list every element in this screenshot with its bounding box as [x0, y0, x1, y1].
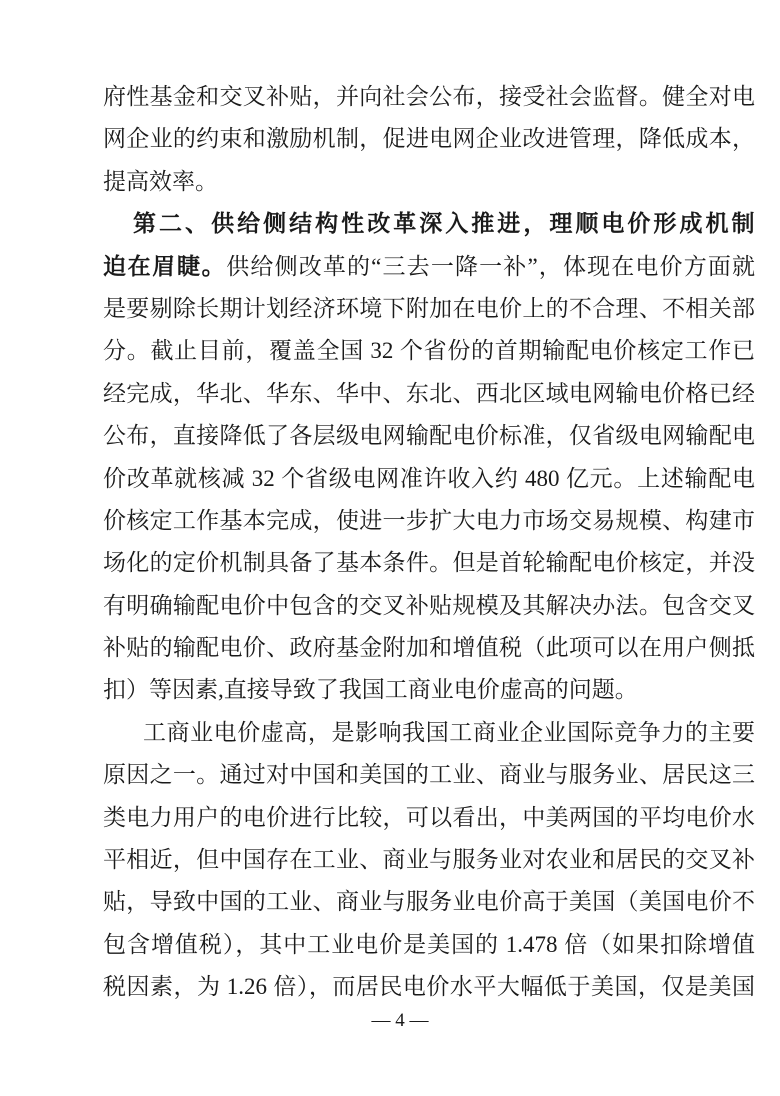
- text-line: [103, 203, 755, 245]
- text-line: [103, 712, 755, 754]
- text-line: [103, 754, 755, 796]
- line-regular-segment: 场化的定价机制具备了基本条件。但是首轮输配电价核定，并没: [103, 550, 755, 576]
- line-regular-segment: 原因之一。通过对中国和美国的工业、商业与服务业、居民这三: [103, 762, 755, 788]
- text-line: [103, 797, 755, 839]
- line-regular-segment: 经完成，华北、华东、华中、东北、西北区域电网输电价格已经: [103, 380, 755, 406]
- line-bold-segment: 第二、供给侧结构性改革深入推进，理顺电价形成机制: [133, 211, 755, 237]
- line-regular-segment: 公布，直接降低了各层级电网输配电价标准，仅省级电网输配电: [103, 423, 755, 449]
- text-line: [103, 373, 755, 415]
- text-line: [103, 542, 755, 584]
- line-regular-segment: 补贴的输配电价、政府基金附加和增值税（此项可以在用户侧抵: [103, 635, 755, 661]
- text-line: [103, 966, 755, 1008]
- text-line: [103, 118, 755, 160]
- text-line: [103, 585, 755, 627]
- line-regular-segment: 包含增值税），其中工业电价是美国的 1.478 倍（如果扣除增值: [103, 931, 755, 957]
- line-regular-segment: 分。截止目前，覆盖全国 32 个省份的首期输配电价核定工作已: [103, 338, 755, 364]
- text-line: [103, 458, 755, 500]
- line-regular-segment: 供给侧改革的“三去一降一补”，体现在电价方面就: [226, 253, 756, 279]
- text-line: [103, 881, 755, 923]
- line-regular-segment: 府性基金和交叉补贴，并向社会公布，接受社会监督。健全对电: [103, 84, 755, 109]
- line-regular-segment: 类电力用户的电价进行比较，可以看出，中美两国的平均电价水: [103, 804, 755, 830]
- text-line: [103, 288, 755, 330]
- line-regular-segment: 网企业的约束和激励机制，促进电网企业改进管理，降低成本，: [103, 126, 755, 152]
- text-line: [103, 500, 755, 542]
- text-line: [103, 669, 755, 711]
- text-line: [103, 415, 755, 457]
- document-text-block: [103, 76, 755, 1009]
- text-line: [103, 924, 755, 966]
- line-regular-segment: 价改革就核减 32 个省级电网准许收入约 480 亿元。上述输配电: [103, 465, 755, 491]
- line-regular-segment: 税因素，为 1.26 倍），而居民电价水平大幅低于美国，仅是美国: [103, 974, 755, 1000]
- line-regular-segment: 价核定工作基本完成，使进一步扩大电力市场交易规模、构建市: [103, 507, 755, 533]
- text-line: [103, 161, 755, 203]
- line-regular-segment: 贴，导致中国的工业、商业与服务业电价高于美国（美国电价不: [103, 889, 755, 915]
- text-line: [103, 839, 755, 881]
- line-regular-segment: 工商业电价虚高，是影响我国工商业企业国际竞争力的主要: [143, 719, 755, 745]
- line-bold-segment: 迫在眉睫。: [103, 253, 227, 279]
- text-line: [103, 330, 755, 372]
- page-number: — 4 —: [371, 1010, 429, 1031]
- text-line: [103, 627, 755, 669]
- text-line: [103, 246, 755, 288]
- line-regular-segment: 提高效率。: [103, 168, 218, 194]
- line-regular-segment: 扣）等因素,直接导致了我国工商业电价虚高的问题。: [103, 677, 638, 703]
- line-regular-segment: 平相近，但中国存在工业、商业与服务业对农业和居民的交叉补: [103, 847, 755, 873]
- line-regular-segment: 是要剔除长期计划经济环境下附加在电价上的不合理、不相关部: [103, 295, 755, 321]
- line-regular-segment: 有明确输配电价中包含的交叉补贴规模及其解决办法。包含交叉: [103, 592, 755, 618]
- text-line: [103, 76, 755, 118]
